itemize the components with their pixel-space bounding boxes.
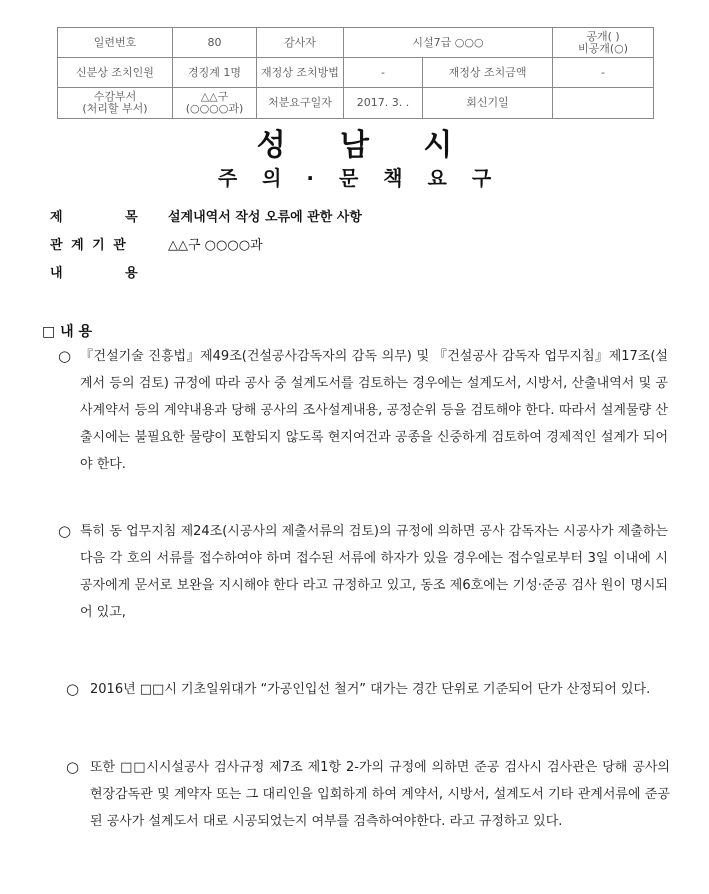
status-action-value: 경징계 1명 <box>173 58 257 88</box>
auditor-value <box>344 28 553 58</box>
serial-label: 일련번호 <box>58 28 173 58</box>
subject-label: 제 목 <box>50 210 138 225</box>
paragraph-1 <box>58 343 668 478</box>
finance-method-label: 재정상 조치방법 <box>257 58 344 88</box>
request-date-label: 처분요구일자 <box>257 88 344 119</box>
dept-label: 수감부서 (처리할 부서) <box>58 88 173 119</box>
agency-value: △△구 ○○○○과 <box>168 238 263 253</box>
audit-meta-table <box>57 27 654 119</box>
finance-method-value: - <box>344 58 423 88</box>
auditor-label: 감사자 <box>257 28 344 58</box>
bullet-circle: ○ <box>66 758 80 776</box>
doc-subtitle: 주 의 · 문 책 요 구 <box>217 166 501 190</box>
request-date-value: 2017. 3. . <box>344 88 423 119</box>
reply-date-value <box>553 88 654 119</box>
bullet-circle: ○ <box>58 522 72 540</box>
doc-title: 성 남 시 <box>256 128 475 163</box>
paragraph-3 <box>66 676 670 703</box>
dept-value: △△구 (○○○○과) <box>173 88 257 119</box>
section-title: □ 내 용 <box>42 324 93 340</box>
finance-amount-value: - <box>553 58 654 88</box>
paragraph-2 <box>58 518 668 626</box>
agency-label: 관 계 기 관 <box>50 238 126 253</box>
auditor-value-text: 시설7급 ○○○ <box>412 35 484 49</box>
paragraph-text: 『건설기술 진흥법』제49조(건설공사감독자의 감독 의무) 및 『건설공사 감독자 업무지침』제17조(설계서 등의 검토) 규정에 따라 공사 중 설계도서를 검토하는 경우에는 설계도서, 시방서, 산출내역서 및 공사계약서 등의 계약내용과 당해 공사의 조사설계내용, 공정순위 등을 검토해야 한다. 따라서 설계물량 산출시에는 불필요한 물량이 포함되지 않도록 현지여건과 공종을 신중하게 검토하여 경제적인 설계가 되어야 한다. <box>80 349 668 472</box>
paragraph-text: 2016년 □□시 기초일위대가 “가공인입선 철거” 대가는 경간 단위로 기준되어 단가 산정되어 있다. <box>90 682 651 697</box>
paragraph-text: 특히 동 업무지침 제24조(시공사의 제출서류의 검토)의 규정에 의하면 공사 감독자는 시공사가 제출하는 다음 각 호의 서류를 접수하여야 하며 접수된 서류에 하자가 있을 경우에는 접수일로부터 3일 이내에 시공자에게 문서로 보완을 지시해야 한다 라고 규정하고 있고, 동조 제6호에는 기성·준공 검사 원이 명시되어 있고, <box>80 524 668 620</box>
bullet-circle: ○ <box>58 347 72 365</box>
paragraph-4 <box>66 754 670 835</box>
serial-value: 80 <box>173 28 257 58</box>
content-label: 내 용 <box>50 266 138 281</box>
reply-date-label: 회신기일 <box>423 88 553 119</box>
subject-value: 설계내역서 작성 오류에 관한 사항 <box>168 210 362 225</box>
finance-amount-label: 재정상 조치금액 <box>423 58 553 88</box>
status-action-label: 신분상 조치인원 <box>58 58 173 88</box>
paragraph-text: 또한 □□시시설공사 검사규정 제7조 제1항 2-가의 규정에 의하면 준공 검사시 검사관은 당해 공사의 현장감독관 및 계약자 또는 그 대리인을 입회하게 하여 계약서, 시방서, 설계도서 기타 관계서류에 준공된 공사가 설계도서 대로 시공되었는지 여부를 검측하여야한다. 라고 규정하고 있다. <box>90 760 670 829</box>
disclosure-status: 공개( ) 비공개(○) <box>553 28 654 58</box>
bullet-circle: ○ <box>66 680 80 698</box>
